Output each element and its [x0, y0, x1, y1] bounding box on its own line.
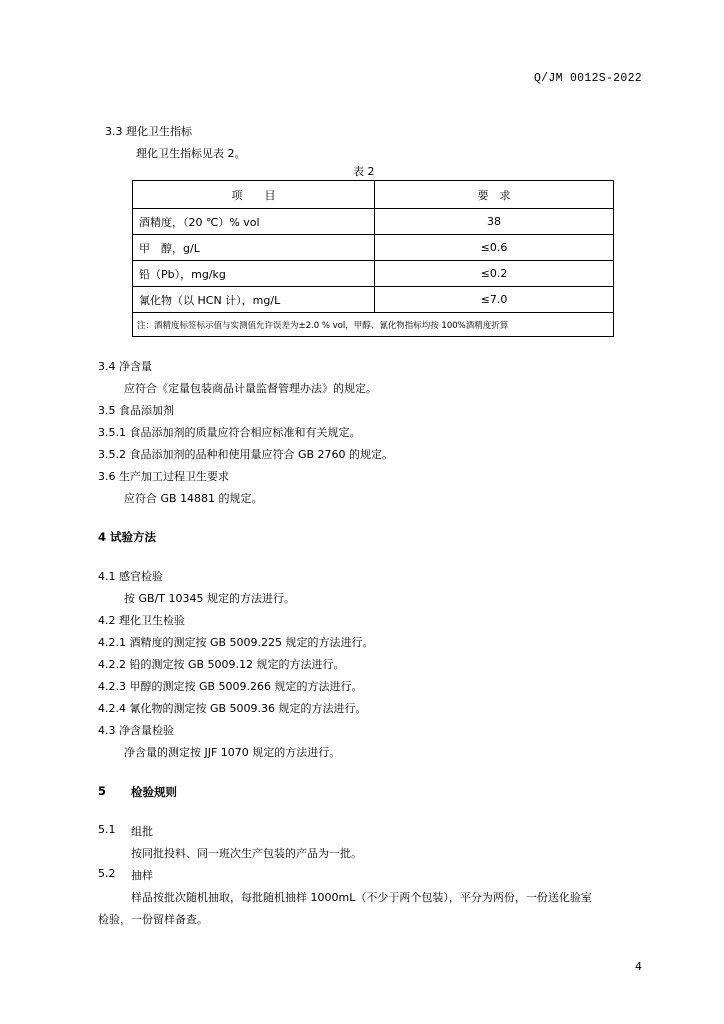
table-row — [133, 287, 614, 313]
section-4-2-4: 4.2.4 氰化物的测定按 GB 5009.36 规定的方法进行。 — [98, 702, 367, 715]
section-4-heading: 4 试验方法 — [98, 530, 157, 544]
section-4-2-1: 4.2.1 酒精度的测定按 GB 5009.225 规定的方法进行。 — [98, 636, 374, 649]
section-3-5-title: 3.5 食品添加剂 — [98, 404, 174, 417]
section-5-2-text-line1: 样品按批次随机抽取，每批随机抽样 1000mL（不少于两个包装），平分为两份，一份送化验室 — [131, 891, 592, 904]
header-item: 项 目 — [133, 181, 375, 209]
row-requirement: ≤0.2 — [375, 261, 614, 287]
section-4-3-title: 4.3 净含量检验 — [98, 724, 174, 737]
section-3-3-title: 3.3 理化卫生指标 — [105, 125, 192, 138]
table-note: 注：酒精度标签标示值与实测值允许误差为±2.0 % vol，甲醇、氰化物指标均按 100%酒精度折算 — [133, 313, 614, 337]
row-requirement: ≤7.0 — [375, 287, 614, 313]
section-5-heading: 检验规则 — [131, 785, 177, 799]
page-number: 4 — [635, 960, 642, 973]
table-header-row — [133, 181, 614, 209]
section-3-3-text: 理化卫生指标见表 2。 — [136, 147, 246, 160]
document-code: Q/JM 0012S-2022 — [533, 72, 642, 85]
table-caption: 表 2 — [353, 165, 375, 178]
section-3-5-1: 3.5.1 食品添加剂的质量应符合相应标准和有关规定。 — [98, 426, 361, 439]
section-5-number: 5 — [98, 784, 107, 798]
section-5-2-number: 5.2 — [98, 867, 116, 880]
section-3-6-text: 应符合 GB 14881 的规定。 — [124, 492, 263, 505]
section-3-5-2: 3.5.2 食品添加剂的品种和使用量应符合 GB 2760 的规定。 — [98, 448, 394, 461]
section-5-2-text-line2: 检验，一份留样备查。 — [98, 913, 208, 926]
row-requirement: ≤0.6 — [375, 235, 614, 261]
row-requirement: 38 — [375, 209, 614, 235]
section-3-6-title: 3.6 生产加工过程卫生要求 — [98, 470, 229, 483]
section-4-1-title: 4.1 感官检验 — [98, 570, 163, 583]
section-4-3-text: 净含量的测定按 JJF 1070 规定的方法进行。 — [124, 746, 341, 759]
section-3-4-title: 3.4 净含量 — [98, 360, 152, 373]
table-row — [133, 261, 614, 287]
table-row — [133, 235, 614, 261]
row-item: 氰化物（以 HCN 计），mg/L — [133, 287, 375, 313]
table-row — [133, 209, 614, 235]
section-5-1-text: 按同批投料、同一班次生产包装的产品为一批。 — [131, 847, 362, 860]
section-5-1-number: 5.1 — [98, 823, 116, 836]
row-item: 甲 醇，g/L — [133, 235, 375, 261]
section-4-2-3: 4.2.3 甲醇的测定按 GB 5009.266 规定的方法进行。 — [98, 680, 363, 693]
section-4-1-text: 按 GB/T 10345 规定的方法进行。 — [124, 592, 295, 605]
header-requirement: 要 求 — [375, 181, 614, 209]
spec-table — [132, 180, 614, 337]
section-5-2-title: 抽样 — [131, 869, 153, 882]
section-4-2-title: 4.2 理化卫生检验 — [98, 614, 185, 627]
section-5-1-title: 组批 — [131, 825, 153, 838]
row-item: 酒精度，（20 ℃）% vol — [133, 209, 375, 235]
section-4-2-2: 4.2.2 铅的测定按 GB 5009.12 规定的方法进行。 — [98, 658, 345, 671]
section-3-4-text: 应符合《定量包装商品计量监督管理办法》的规定。 — [124, 382, 377, 395]
table-note-row — [133, 313, 614, 337]
row-item: 铅（Pb），mg/kg — [133, 261, 375, 287]
